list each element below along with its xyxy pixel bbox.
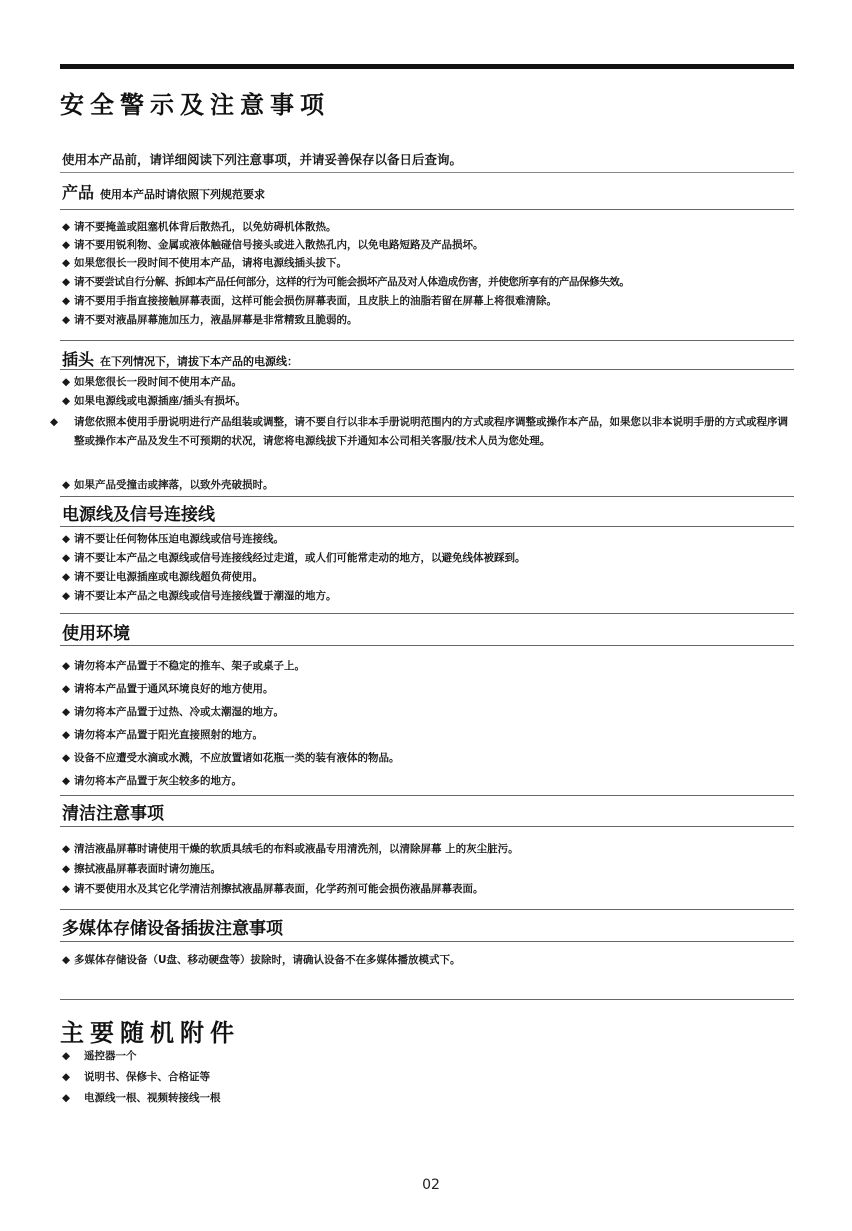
list-item-text: 请将本产品置于通风环境良好的地方使用。 <box>74 683 274 695</box>
list-item <box>62 478 802 492</box>
section-plug-title: 插头 <box>62 350 95 369</box>
list-item-text: 请不要使用水及其它化学清洁剂擦拭液晶屏幕表面，化学药剂可能会损伤液晶屏幕表面。 <box>74 883 484 895</box>
bullet-icon: ◆ <box>62 775 71 787</box>
list-item <box>62 551 802 565</box>
list-item-text: 请勿将本产品置于灰尘较多的地方。 <box>74 775 242 787</box>
accessory-item <box>62 1069 210 1084</box>
list-item-text: 擦拭液晶屏幕表面时请勿施压。 <box>74 863 221 875</box>
list-item <box>62 705 802 719</box>
section-product-subtitle: 使用本产品时请依照下列规范要求 <box>100 188 266 201</box>
section-product-heading <box>62 180 265 203</box>
list-item <box>62 220 802 234</box>
list-item <box>62 728 802 742</box>
bullet-icon: ◆ <box>62 706 71 718</box>
list-item-text: 如果产品受撞击或摔落，以致外壳破损时。 <box>74 479 274 491</box>
bullet-icon: ◆ <box>62 571 71 583</box>
list-item-text: 请不要让任何物体压迫电源线或信号连接线。 <box>74 533 284 545</box>
bullet-icon: ◆ <box>62 1092 71 1104</box>
bullet-icon: ◆ <box>62 660 71 672</box>
bullet-icon: ◆ <box>62 479 71 491</box>
list-item-text: 如果您很长一段时间不使用本产品。 <box>74 376 242 388</box>
list-item-text: 清洁液晶屏幕时请使用干燥的软质具绒毛的布料或液晶专用清洗剂，以清除屏幕 上的灰尘脏污。 <box>74 843 519 855</box>
bullet-icon: ◆ <box>62 295 71 307</box>
section-plug-heading <box>62 347 298 370</box>
list-item-text: 请您依照本使用手册说明进行产品组装或调整，请不要自行以非本手册说明范围内的方式或程序调整或操作本产品，如果您以非本说明手册的方式或程序调整或操作本产品及发生不可预期的状况，请您将电源线拔下并通知本公司相关客服/技术人员为您处理。 <box>74 416 788 447</box>
list-item-text: 请不要用手指直接接触屏幕表面，这样可能会损伤屏幕表面，且皮肤上的油脂若留在屏幕上将很难清除。 <box>74 295 557 307</box>
bullet-icon: ◆ <box>62 239 71 251</box>
list-item <box>62 570 802 584</box>
divider <box>60 369 794 370</box>
bullet-icon: ◆ <box>62 752 71 764</box>
list-item <box>62 532 802 546</box>
list-item-text: 请不要让电源插座或电源线超负荷使用。 <box>74 571 263 583</box>
list-item-text: 请不要尝试自行分解、拆卸本产品任何部分，这样的行为可能会损坏产品及对人体造成伤害，并使您所享有的产品保修失效。 <box>74 276 630 288</box>
accessory-item <box>62 1048 137 1063</box>
list-item <box>62 882 802 896</box>
list-item-text: 请不要掩盖或阻塞机体背后散热孔，以免妨碍机体散热。 <box>74 221 337 233</box>
list-item <box>62 294 802 308</box>
bullet-icon: ◆ <box>62 590 71 602</box>
divider <box>60 645 794 646</box>
list-item-text: 请不要让本产品之电源线或信号连接线置于潮湿的地方。 <box>74 590 337 602</box>
list-item <box>62 313 802 327</box>
list-item <box>62 375 802 389</box>
list-item-text: 请不要让本产品之电源线或信号连接线经过走道，或人们可能常走动的地方，以避免线体被踩到。 <box>74 552 526 564</box>
list-item <box>62 589 802 603</box>
bullet-icon: ◆ <box>62 954 71 966</box>
divider <box>60 999 794 1000</box>
top-rule <box>60 64 794 69</box>
divider <box>60 340 794 341</box>
divider <box>60 909 794 910</box>
list-item <box>62 394 802 408</box>
bullet-icon: ◆ <box>62 276 71 288</box>
accessory-item-text: 遥控器一个 <box>84 1050 137 1062</box>
list-item <box>62 238 802 252</box>
bullet-icon: ◆ <box>62 314 71 326</box>
list-item <box>62 842 802 856</box>
list-item-text: 如果您很长一段时间不使用本产品，请将电源线插头拔下。 <box>74 257 347 269</box>
bullet-icon: ◆ <box>62 729 71 741</box>
bullet-icon: ◆ <box>62 863 71 875</box>
divider <box>60 941 794 942</box>
list-item-text: 如果电源线或电源插座/插头有损坏。 <box>74 395 246 407</box>
bullet-icon: ◆ <box>62 257 71 269</box>
divider <box>60 795 794 796</box>
divider <box>60 613 794 614</box>
accessory-item-text: 电源线一根、视频转接线一根 <box>84 1092 221 1104</box>
accessory-item-text: 说明书、保修卡、合格证等 <box>84 1071 210 1083</box>
list-item <box>62 774 802 788</box>
bullet-icon: ◆ <box>62 1071 71 1083</box>
section-plug-subtitle: 在下列情况下，请拔下本产品的电源线： <box>100 355 299 368</box>
page-title: 安全警示及注意事项 <box>60 91 330 119</box>
list-item-text: 多媒体存储设备（U盘、移动硬盘等）拔除时，请确认设备不在多媒体播放模式下。 <box>74 954 461 966</box>
accessory-item <box>62 1090 221 1105</box>
divider <box>60 209 794 210</box>
bullet-icon: ◆ <box>62 533 71 545</box>
list-item <box>50 413 798 451</box>
divider <box>60 526 794 527</box>
bullet-icon: ◆ <box>62 1050 71 1062</box>
list-item-text: 请勿将本产品置于阳光直接照射的地方。 <box>74 729 263 741</box>
bullet-icon: ◆ <box>62 552 71 564</box>
list-item <box>62 862 802 876</box>
accessories-title: 主要随机附件 <box>60 1019 240 1047</box>
section-cable-heading: 电源线及信号连接线 <box>62 505 215 525</box>
list-item <box>62 275 822 289</box>
list-item-text: 设备不应遭受水滴或水溅，不应放置诸如花瓶一类的装有液体的物品。 <box>74 752 400 764</box>
list-item-text: 请不要用锐利物、金属或液体触碰信号接头或进入散热孔内，以免电路短路及产品损坏。 <box>74 239 484 251</box>
divider <box>60 172 794 173</box>
divider <box>60 826 794 827</box>
bullet-icon: ◆ <box>62 683 71 695</box>
list-item <box>62 659 802 673</box>
list-item <box>62 682 802 696</box>
list-item <box>62 256 802 270</box>
bullet-icon: ◆ <box>62 883 71 895</box>
bullet-icon: ◆ <box>62 395 71 407</box>
section-product-title: 产品 <box>62 183 95 202</box>
section-media-heading: 多媒体存储设备插拔注意事项 <box>62 919 283 939</box>
section-cleaning-heading: 清洁注意事项 <box>62 804 164 824</box>
bullet-icon: ◆ <box>62 376 71 388</box>
page-number: 02 <box>422 1177 440 1193</box>
list-item <box>62 953 802 967</box>
bullet-icon: ◆ <box>62 843 71 855</box>
list-item-text: 请勿将本产品置于不稳定的推车、架子或桌子上。 <box>74 660 305 672</box>
bullet-icon: ◆ <box>50 416 59 428</box>
list-item-text: 请不要对液晶屏幕施加压力，液晶屏幕是非常精致且脆弱的。 <box>74 314 358 326</box>
section-environment-heading: 使用环境 <box>62 624 130 644</box>
divider <box>60 496 794 497</box>
list-item-text: 请勿将本产品置于过热、冷或太潮湿的地方。 <box>74 706 284 718</box>
list-item <box>62 751 802 765</box>
bullet-icon: ◆ <box>62 221 71 233</box>
intro-text: 使用本产品前，请详细阅读下列注意事项，并请妥善保存以备日后查询。 <box>62 152 463 167</box>
